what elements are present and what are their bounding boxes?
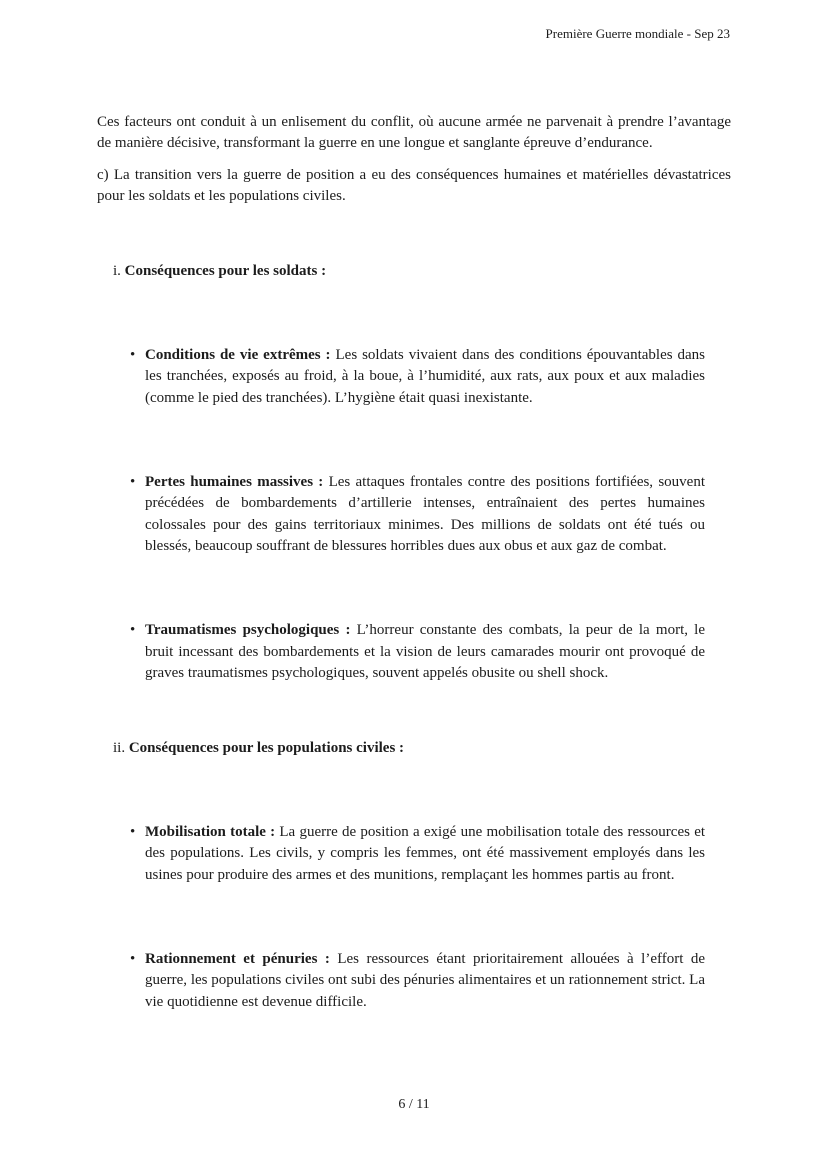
bullet-text [145,345,705,409]
bullet-label: Traumatismes psychologiques : [145,622,351,639]
page-footer [0,1097,828,1113]
document-content [97,112,731,1013]
list-item [130,949,705,1013]
list-item [130,472,705,557]
list-item [130,345,705,409]
paragraph-transition: c) La transition vers la guerre de position a eu des conséquences humaines et matérielles dévastatrices pour les soldats et les populations civiles. [97,166,731,204]
bullet-text [145,949,705,1013]
bullet-body: Les soldats vivaient dans des conditions épouvantables dans les tranchées, exposés au froid, à la boue, à l’humidité, aux rats, aux poux et aux maladies (comme le pied des tranchées). L’hygiène était quasi inexistante. [145,347,705,406]
bullet-text [145,620,705,684]
bullet-label: Rationnement et pénuries : [145,951,330,968]
bullet-icon: • [130,824,136,841]
bullet-body: Les attaques frontales contre des positions fortifiées, souvent précédées de bombardements d’artillerie intenses, entraînaient des pertes humaines colossales pour des gains territoriaux minimes. Des millions de soldats ont été tués ou blessés, beaucoup souffrant de blessures horribles dues aux obus et aux gaz de combat. [145,474,705,554]
section-number: i. [113,263,121,280]
section-title: Conséquences pour les soldats : [124,263,327,280]
bullet-body: La guerre de position a exigé une mobilisation totale des ressources et des populations. Les civils, y compris les femmes, ont été massivement employés dans les usines pour produire des armes et des munitions, remplaçant les hommes partis au front. [145,824,706,883]
bullet-icon: • [130,347,136,364]
section-heading-civiles [113,738,731,759]
bullet-body: Les ressources étant prioritairement allouées à l’effort de guerre, les populations civiles ont subi des pénuries alimentaires et un rationnement strict. La vie quotidienne est devenue difficile. [145,951,705,1010]
page-number: 6 / 11 [398,1097,430,1112]
section-number: ii. [113,740,126,757]
bullet-label: Conditions de vie extrêmes : [145,347,331,364]
page-header [546,26,730,42]
header-title: Première Guerre mondiale - Sep 23 [545,26,730,41]
bullet-label: Mobilisation totale : [145,824,276,841]
bullet-text [145,822,705,886]
list-item [130,620,705,684]
section-title: Conséquences pour les populations civiles : [128,740,405,757]
paragraph-intro: Ces facteurs ont conduit à un enlisement du conflit, où aucune armée ne parvenait à prendre l’avantage de manière décisive, transformant la guerre en une longue et sanglante épreuve d’endurance. [97,114,731,152]
list-item [130,822,705,886]
bullet-label: Pertes humaines massives : [145,474,324,491]
bullet-icon: • [130,951,136,968]
bullet-icon: • [130,622,136,639]
bullet-text [145,472,705,557]
section-heading-soldats [113,261,731,282]
bullet-icon: • [130,474,136,491]
bullet-body: L’horreur constante des combats, la peur de la mort, le bruit incessant des bombardements et la vision de leurs camarades mourir ont provoqué de graves traumatismes psychologiques, souvent appelés obusite ou shell shock. [145,622,705,681]
